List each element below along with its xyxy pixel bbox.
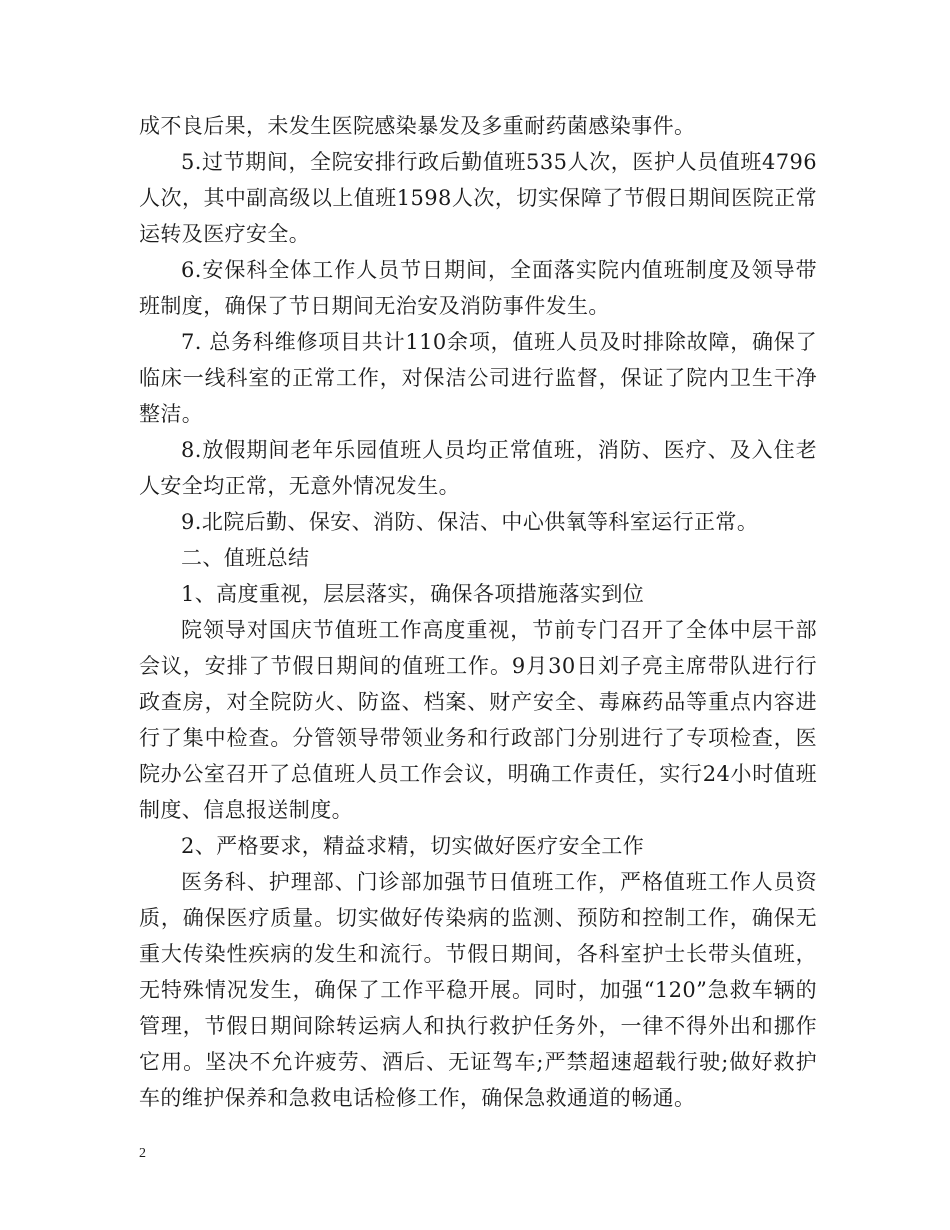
paragraph-2: 5.过节期间，全院安排行政后勤值班535人次，医护人员值班4796人次，其中副高级以上值班1598人次，切实保障了节假日期间医院正常运转及医疗安全。: [139, 150, 817, 246]
paragraph-1: 成不良后果，未发生医院感染暴发及多重耐药菌感染事件。: [139, 114, 696, 138]
paragraph-7: 院领导对国庆节值班工作高度重视，节前专门召开了全体中层干部会议，安排了节假日期间的值班工作。9月30日刘子亮主席带队进行行政查房，对全院防火、防盗、档案、财产安全、毒麻药品等重点内容进行了集中检查。分管领导带领业务和行政部门分别进行了专项检查，医院办公室召开了总值班人员工作会议，明确工作责任，实行24小时值班制度、信息报送制度。: [139, 618, 817, 822]
section-heading: 二、值班总结: [181, 546, 310, 570]
paragraph-6: 9.北院后勤、保安、消防、保洁、中心供氧等科室运行正常。: [181, 510, 759, 534]
subsection-heading-2: 2、严格要求，精益求精，切实做好医疗安全工作: [181, 834, 645, 858]
paragraph-4: 7. 总务科维修项目共计110余项，值班人员及时排除故障，确保了临床一线科室的正常工作，对保洁公司进行监督，保证了院内卫生干净整洁。: [139, 330, 817, 426]
paragraph-3: 6.安保科全体工作人员节日期间，全面落实院内值班制度及领导带班制度，确保了节日期间无治安及消防事件发生。: [139, 258, 817, 318]
document-body: [139, 108, 817, 1116]
subsection-heading-1: 1、高度重视，层层落实，确保各项措施落实到位: [181, 582, 645, 606]
paragraph-5: 8.放假期间老年乐园值班人员均正常值班，消防、医疗、及入住老人安全均正常，无意外情况发生。: [139, 438, 817, 498]
page-number: 2: [139, 1146, 146, 1161]
paragraph-8: 医务科、护理部、门诊部加强节日值班工作，严格值班工作人员资质，确保医疗质量。切实做好传染病的监测、预防和控制工作，确保无重大传染性疾病的发生和流行。节假日期间，各科室护士长带头值班，无特殊情况发生，确保了工作平稳开展。同时，加强“120”急救车辆的管理，节假日期间除转运病人和执行救护任务外，一律不得外出和挪作它用。坚决不允许疲劳、酒后、无证驾车;严禁超速超载行驶;做好救护车的维护保养和急救电话检修工作，确保急救通道的畅通。: [139, 870, 817, 1110]
